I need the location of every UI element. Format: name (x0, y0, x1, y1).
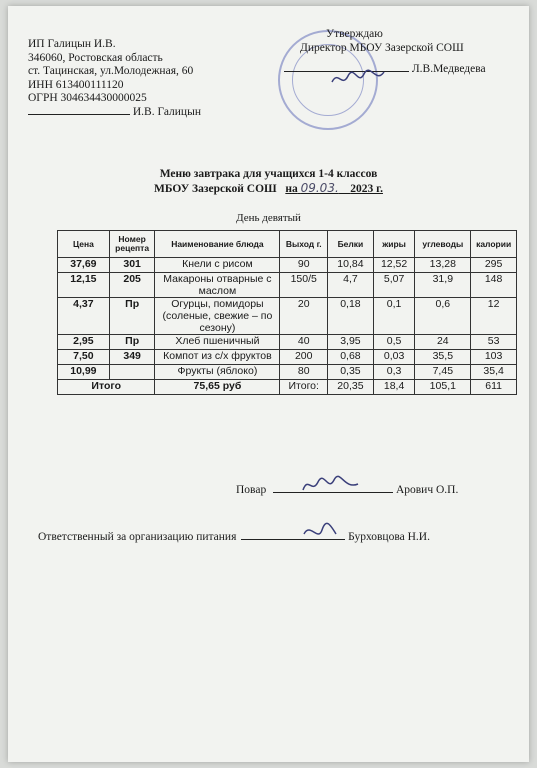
col-dish: Наименование блюда (155, 231, 280, 258)
director-signature (328, 66, 388, 90)
cell-recipe (109, 365, 155, 380)
total-fat: 18,4 (373, 380, 415, 395)
cell-price: 37,69 (58, 258, 110, 273)
cook-name: Арович О.П. (395, 484, 459, 496)
school-name: МБОУ Зазерской СОШ (154, 183, 277, 195)
menu-date: 09.03. (300, 181, 339, 195)
cell-fat: 0,03 (373, 350, 415, 365)
cell-yield: 150/5 (280, 273, 328, 298)
date-line (285, 183, 383, 195)
supplier-signer: И.В. Галицын (132, 105, 201, 118)
total-kcal: 611 (471, 380, 517, 395)
table-row (58, 258, 517, 273)
col-protein: Белки (328, 231, 374, 258)
cell-kcal: 148 (471, 273, 517, 298)
responsible-signature (300, 520, 340, 544)
total-sum: 75,65 руб (155, 380, 280, 395)
table-row (58, 273, 517, 298)
col-fat: жиры (373, 231, 415, 258)
cell-dish: Огурцы, помидоры (соленые, свежие – по сезону) (155, 298, 280, 335)
cell-carbs: 13,28 (415, 258, 471, 273)
table-row (58, 365, 517, 380)
cell-price: 12,15 (58, 273, 110, 298)
col-carbs: углеводы (415, 231, 471, 258)
table-row (58, 298, 517, 335)
table-total-row (58, 380, 517, 395)
approver-position: Директор МБОУ Зазерской СОШ (300, 41, 464, 54)
cell-protein: 10,84 (328, 258, 374, 273)
cell-carbs: 24 (415, 335, 471, 350)
cell-protein: 4,7 (328, 273, 374, 298)
table-header-row (58, 231, 517, 258)
cell-dish: Кнели с рисом (155, 258, 280, 273)
responsible-name: Бурховцова Н.И. (348, 531, 430, 543)
cell-yield: 90 (280, 258, 328, 273)
cell-dish: Компот из с/х фруктов (155, 350, 280, 365)
cell-protein: 3,95 (328, 335, 374, 350)
responsible-label: Ответственный за организацию питания (38, 531, 237, 543)
supplier-block (28, 38, 201, 119)
cook-label: Повар (236, 484, 267, 496)
cell-protein: 0,35 (328, 365, 374, 380)
supplier-name: ИП Галицын И.В. (28, 38, 116, 50)
supplier-address-2: ст. Тацинская, ул.Молодежная, 60 (28, 65, 194, 77)
col-kcal: калории (471, 231, 517, 258)
cell-kcal: 295 (471, 258, 517, 273)
col-yield: Выход г. (280, 231, 328, 258)
cell-kcal: 35,4 (471, 365, 517, 380)
cell-yield: 200 (280, 350, 328, 365)
cell-price: 4,37 (58, 298, 110, 335)
total-carbs: 105,1 (415, 380, 471, 395)
cell-recipe: 205 (109, 273, 155, 298)
day-label: День девятый (236, 212, 301, 224)
cell-price: 2,95 (58, 335, 110, 350)
cell-protein: 0,68 (328, 350, 374, 365)
table-row (58, 350, 517, 365)
cell-yield: 80 (280, 365, 328, 380)
responsible-signature-row (38, 531, 430, 543)
total-label-2: Итого: (280, 380, 328, 395)
cell-fat: 0,5 (373, 335, 415, 350)
total-protein: 20,35 (328, 380, 374, 395)
cell-fat: 12,52 (373, 258, 415, 273)
cell-recipe: 301 (109, 258, 155, 273)
menu-title-line-2 (0, 182, 537, 196)
supplier-ogrn: ОГРН 304634430000025 (28, 92, 147, 104)
cell-fat: 5,07 (373, 273, 415, 298)
cell-yield: 40 (280, 335, 328, 350)
cell-carbs: 35,5 (415, 350, 471, 365)
total-label: Итого (58, 380, 155, 395)
cell-carbs: 31,9 (415, 273, 471, 298)
cell-dish: Хлеб пшеничный (155, 335, 280, 350)
approver-name: Л.В.Медведева (411, 63, 486, 75)
menu-year: 2023 г. (350, 183, 383, 195)
cell-recipe: Пр (109, 335, 155, 350)
supplier-address-1: 346060, Ростовская область (28, 51, 163, 64)
cell-kcal: 53 (471, 335, 517, 350)
cell-price: 7,50 (58, 350, 110, 365)
cell-yield: 20 (280, 298, 328, 335)
cell-dish: Макароны отварные с маслом (155, 273, 280, 298)
cell-dish: Фрукты (яблоко) (155, 365, 280, 380)
cell-price: 10,99 (58, 365, 110, 380)
cell-carbs: 7,45 (415, 365, 471, 380)
cell-protein: 0,18 (328, 298, 374, 335)
cook-signature (300, 474, 362, 496)
col-price: Цена (58, 231, 110, 258)
approve-label: Утверждаю (326, 28, 383, 40)
menu-title-line-1: Меню завтрака для учащихся 1-4 классов (159, 168, 378, 180)
supplier-signature-line (28, 106, 201, 120)
supplier-inn: ИНН 613400111120 (28, 78, 124, 91)
cell-recipe: 349 (109, 350, 155, 365)
cell-recipe: Пр (109, 298, 155, 335)
cell-fat: 0,1 (373, 298, 415, 335)
cell-kcal: 103 (471, 350, 517, 365)
col-recipe: Номер рецепта (109, 231, 155, 258)
menu-table (57, 230, 517, 395)
cell-kcal: 12 (471, 298, 517, 335)
table-row (58, 335, 517, 350)
cell-fat: 0,3 (373, 365, 415, 380)
cell-carbs: 0,6 (415, 298, 471, 335)
on-label: на (285, 183, 298, 195)
